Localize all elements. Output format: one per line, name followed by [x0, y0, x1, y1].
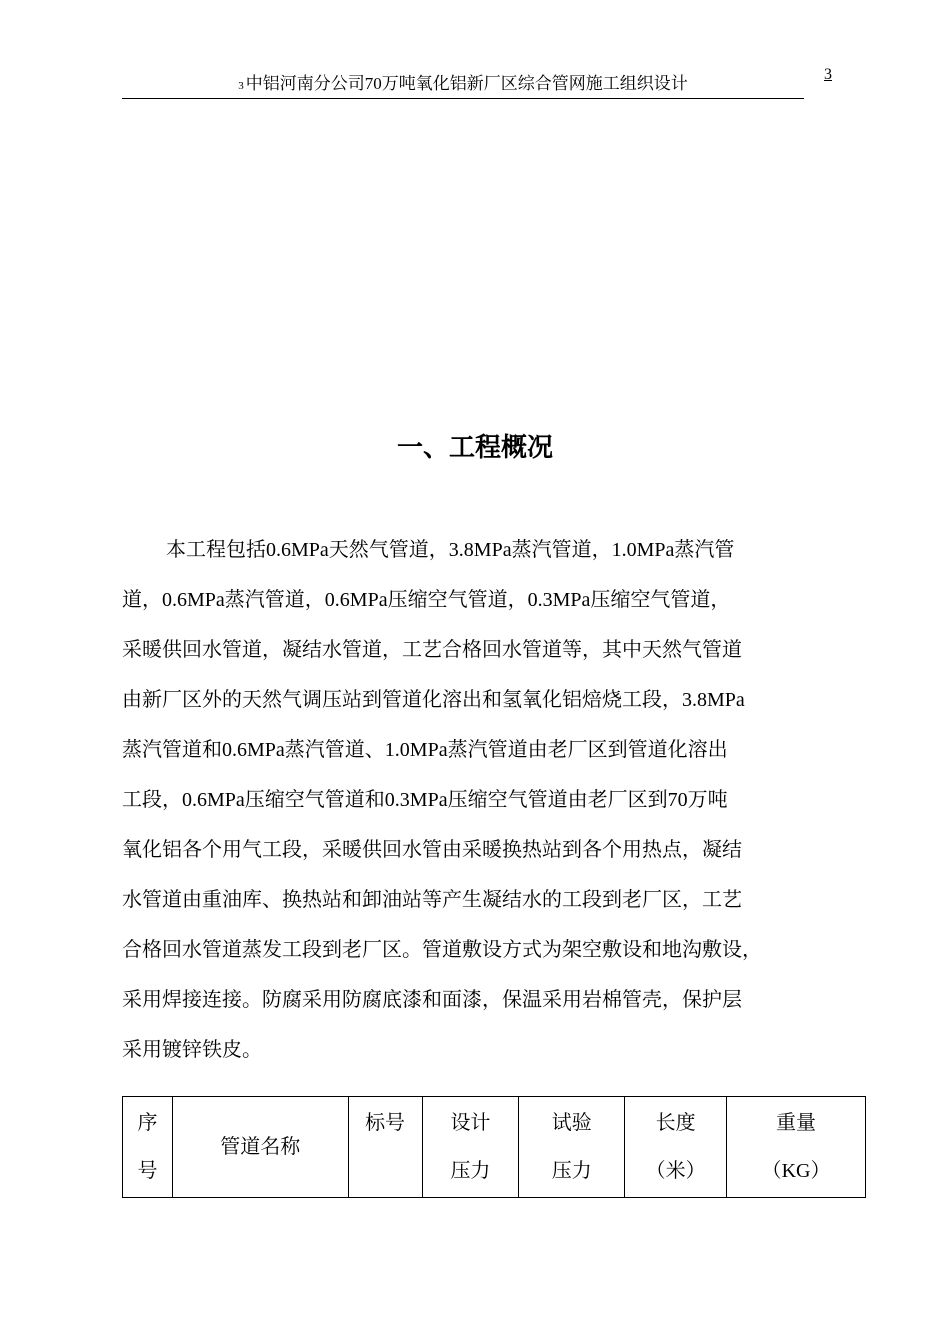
page-number: 3 [824, 66, 832, 83]
body-paragraph [122, 528, 842, 1078]
paragraph-line: 道，0.6MPa蒸汽管道，0.6MPa压缩空气管道，0.3MPa压缩空气管道， [122, 589, 731, 611]
header-seq-line2: 号 [137, 1160, 158, 1182]
paragraph-line: 采用镀锌铁皮。 [122, 1039, 262, 1061]
header-title: 中铝河南分公司70万吨氧化铝新厂区综合管网施工组织设计 [245, 74, 688, 93]
header-weight [727, 1097, 866, 1198]
paragraph-line: 氧化铝各个用气工段，采暖供回水管由采暖换热站到各个用热点，凝结 [122, 839, 742, 861]
header-mark: 标号 [348, 1097, 422, 1198]
paragraph-line: 采暖供回水管道，凝结水管道，工艺合格回水管道等，其中天然气管道 [122, 639, 742, 661]
header-length-line1: 长度 [655, 1112, 696, 1134]
header-design-pressure [422, 1097, 519, 1198]
paragraph-line: 蒸汽管道和0.6MPa蒸汽管道、1.0MPa蒸汽管道由老厂区到管道化溶出 [122, 739, 728, 761]
header-design-line1: 设计 [450, 1112, 491, 1134]
section-title: 一、工程概况 [396, 433, 553, 463]
header-pipe-name: 管道名称 [172, 1097, 348, 1198]
header-seq [123, 1097, 173, 1198]
header-length [625, 1097, 727, 1198]
paragraph-line: 由新厂区外的天然气调压站到管道化溶出和氢氧化铝焙烧工段，3.8MPa [122, 689, 745, 711]
header-test-line2: 压力 [551, 1160, 592, 1182]
header-prefix-number: 3 [238, 80, 244, 92]
header-test-line1: 试验 [551, 1112, 592, 1134]
paragraph-line: 合格回水管道蒸发工段到老厂区。管道敷设方式为架空敷设和地沟敷设， [122, 939, 762, 961]
paragraph-line: 本工程包括0.6MPa天然气管道，3.8MPa蒸汽管道，1.0MPa蒸汽管 [166, 539, 735, 561]
table-header-row [123, 1097, 866, 1198]
paragraph-line: 水管道由重油库、换热站和卸油站等产生凝结水的工段到老厂区，工艺 [122, 889, 742, 911]
pipe-table [122, 1096, 866, 1198]
header-seq-line1: 序 [137, 1112, 158, 1134]
header-length-line2: （米） [645, 1160, 706, 1182]
page-header [122, 70, 804, 99]
header-design-line2: 压力 [450, 1160, 491, 1182]
paragraph-line: 工段，0.6MPa压缩空气管道和0.3MPa压缩空气管道由老厂区到70万吨 [122, 789, 728, 811]
paragraph-line: 采用焊接连接。防腐采用防腐底漆和面漆，保温采用岩棉管壳，保护层 [122, 989, 742, 1011]
header-weight-line1: 重量 [776, 1112, 817, 1134]
header-weight-line2: （KG） [761, 1160, 831, 1182]
header-test-pressure [519, 1097, 625, 1198]
